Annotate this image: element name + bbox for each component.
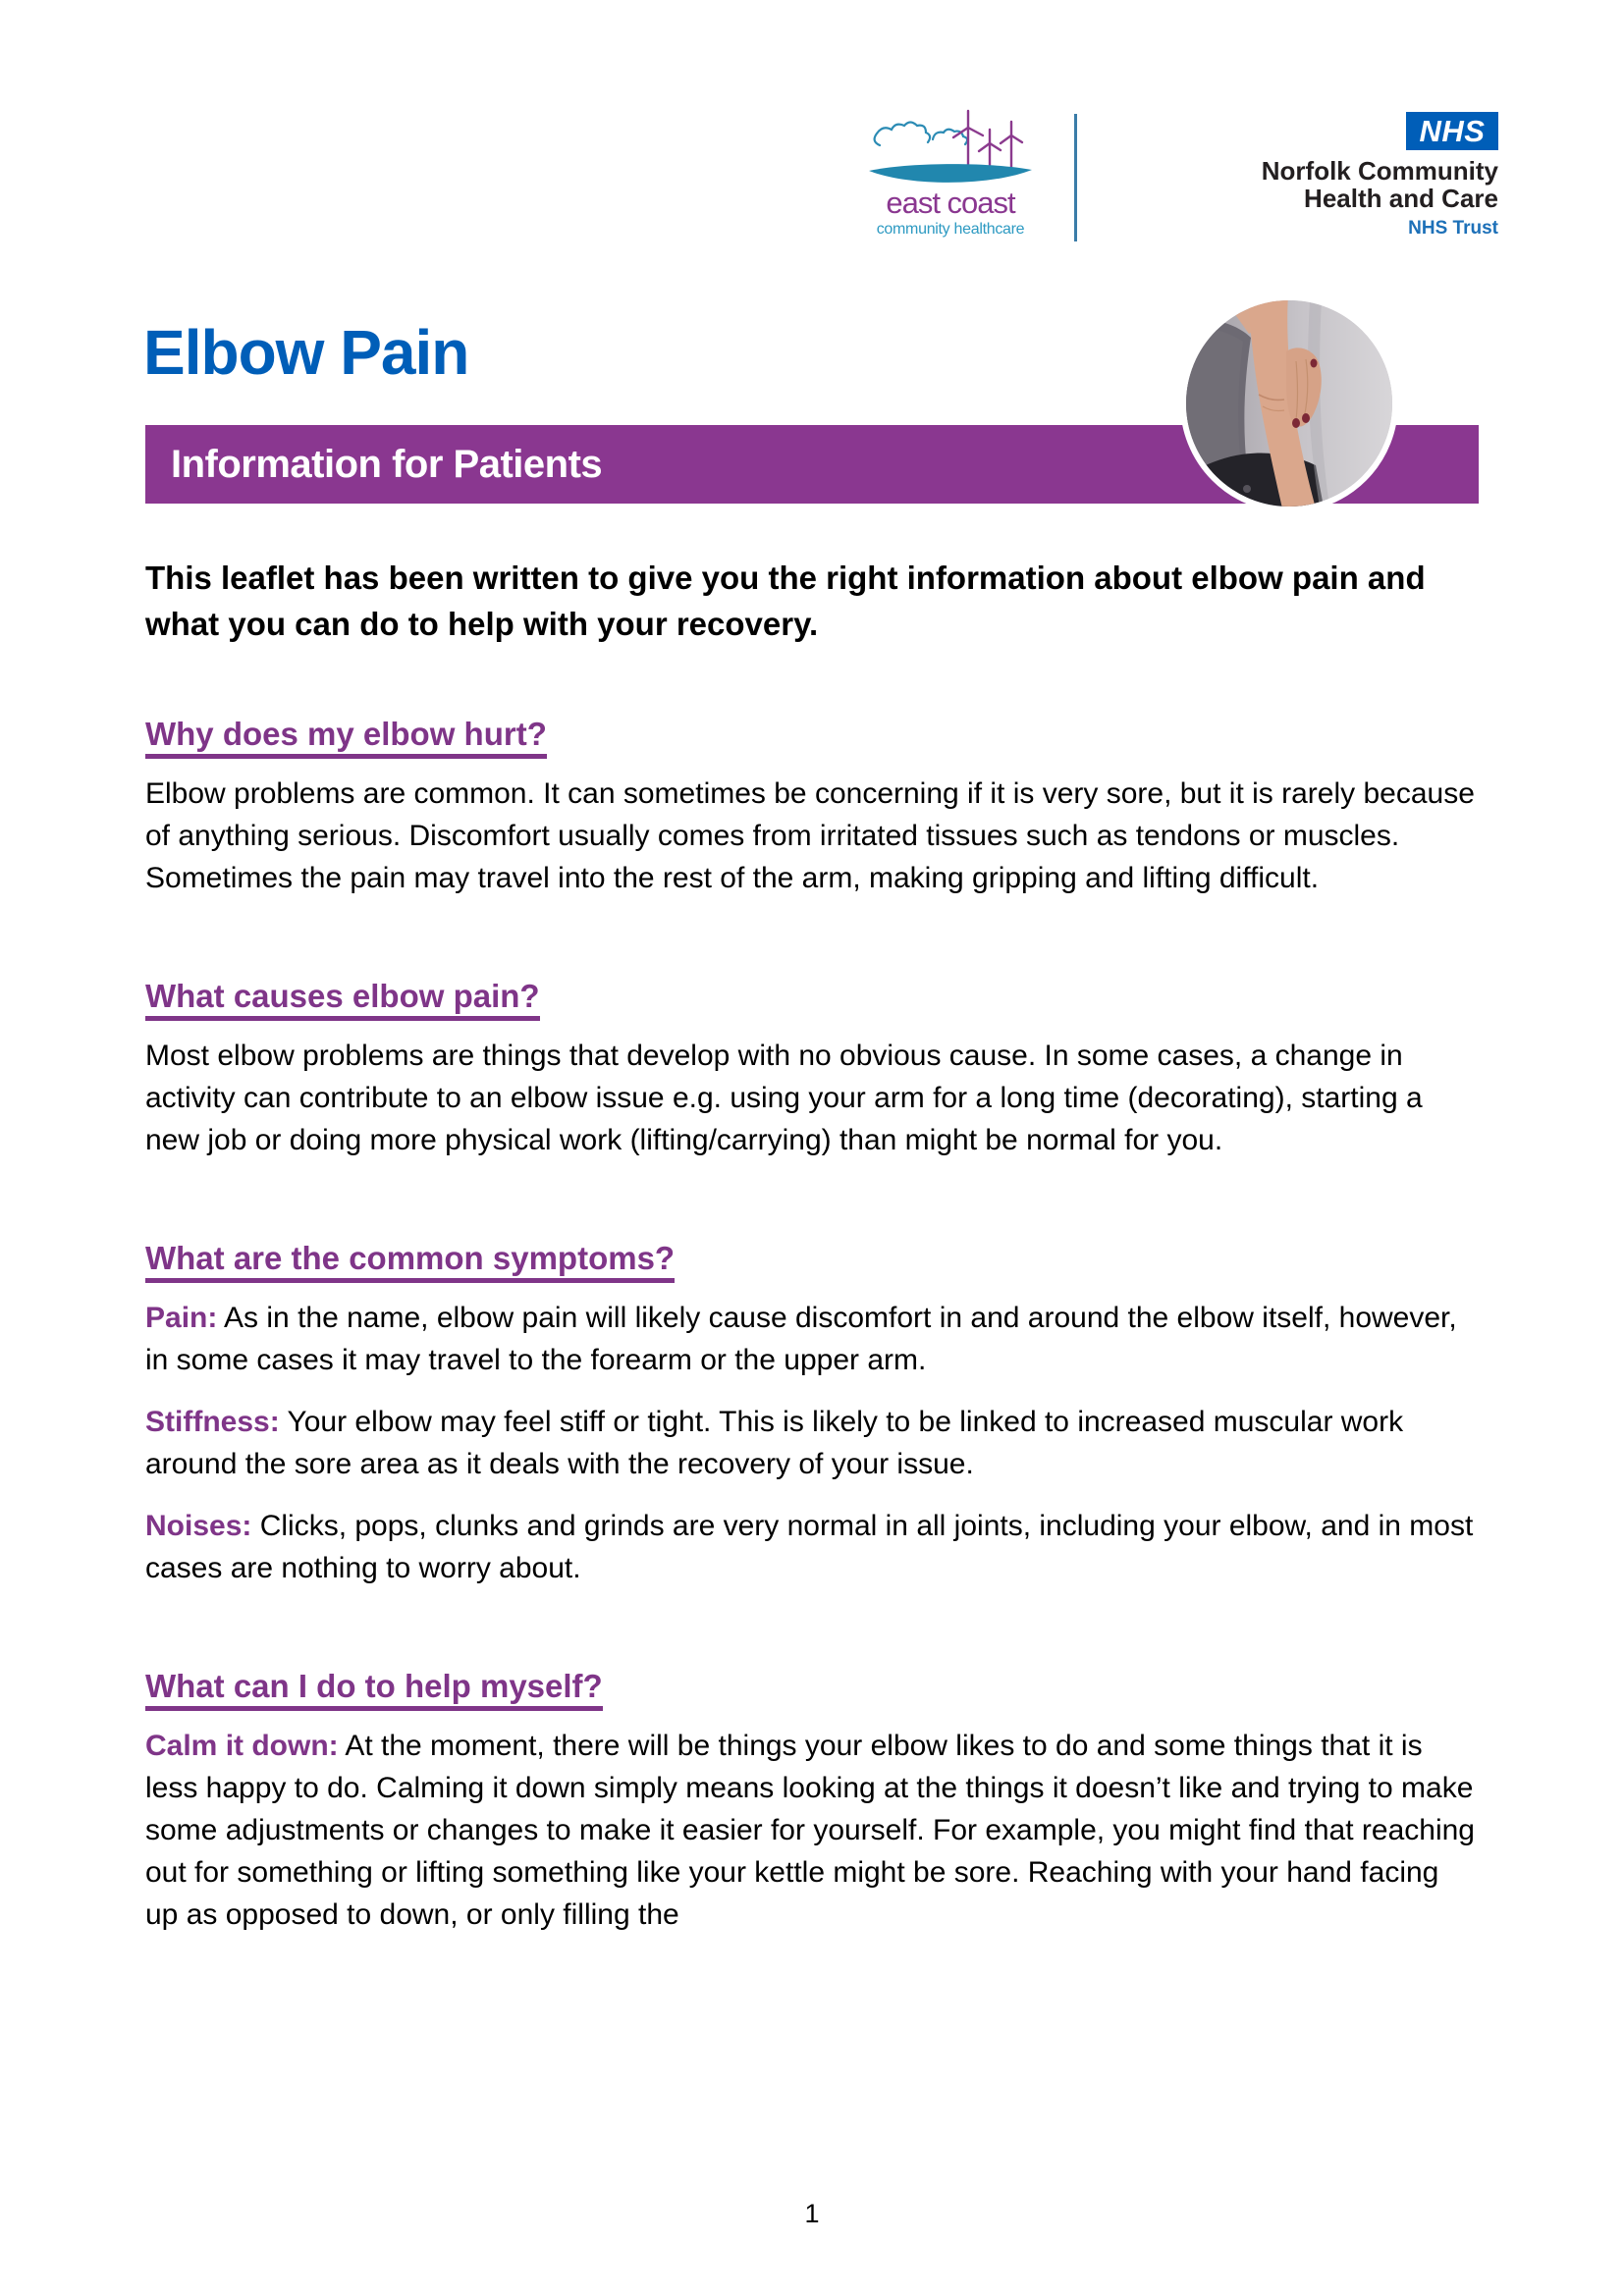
page-title: Elbow Pain: [143, 317, 469, 388]
paragraph-lead: Pain:: [145, 1302, 218, 1334]
sea-swoosh-icon: [869, 164, 1032, 183]
section-paragraph-noises: Noises: Clicks, pops, clunks and grinds are very normal in all joints, including your elbow, and in most cases are nothing to worry about.: [145, 1510, 1474, 1584]
nhs-org-name-line2: Health and Care: [1304, 184, 1498, 213]
wind-turbines-icon: [953, 111, 1022, 170]
nhs-trust-descriptor: NHS Trust: [1408, 218, 1498, 239]
info-banner-label: Information for Patients: [171, 442, 603, 486]
section-what-causes-elbow-pain: [145, 976, 1479, 1161]
intro-text: This leaflet has been written to give you the right information about elbow pain and what you can do to help with your recovery.: [145, 560, 1426, 642]
east-coast-logo-graphic: [864, 108, 1037, 190]
section-why-does-my-elbow-hurt: [145, 714, 1479, 899]
section-heading: What causes elbow pain?: [145, 976, 1479, 1017]
east-coast-logo-name: east coast: [886, 186, 1015, 220]
section-paragraph-stiffness: Stiffness: Your elbow may feel stiff or tight. This is likely to be linked to increased muscular work around the sore area as it deals with the recovery of your issue.: [145, 1406, 1404, 1480]
logo-divider: [1074, 114, 1077, 241]
paragraph-lead: Noises:: [145, 1510, 252, 1542]
paragraph-lead: Stiffness:: [145, 1406, 280, 1438]
nhs-logo-lockup: [1086, 112, 1498, 239]
leaflet-content: [145, 555, 1479, 1936]
nhs-logo: NHS: [1406, 112, 1498, 150]
section-paragraph: Most elbow problems are things that develop with no obvious cause. In some cases, a change in activity can contribute to an elbow issue e.g. using your arm for a long time (decorating), starting a new job or doing more physical work (lifting/carrying) than might be normal for you.: [145, 1040, 1423, 1156]
clouds-icon: [875, 123, 967, 146]
section-paragraph-calm-it-down: Calm it down: At the moment, there will be things your elbow likes to do and some things that it is less happy to do. Calming it down simply means looking at the things it doesn’t like and trying to make some adjustments or changes to make it easier for yourself. For example, you might find that reaching out for something or lifting something like your kettle might be sore. Reaching with your hand facing up as opposed to down, or only filling the: [145, 1730, 1475, 1931]
page-number: 1: [804, 2199, 820, 2228]
section-paragraph-pain: Pain: As in the name, elbow pain will likely cause discomfort in and around the elbow itself, however, in some cases it may travel to the forearm or the upper arm.: [145, 1302, 1457, 1376]
section-heading: What are the common symptoms?: [145, 1238, 1479, 1279]
paragraph-lead: Calm it down:: [145, 1730, 339, 1762]
nhs-org-name-line1: Norfolk Community: [1261, 156, 1498, 186]
elbow-photo: [1180, 294, 1398, 512]
east-coast-logo: [864, 108, 1037, 239]
elbow-photo-graphic: [1186, 300, 1392, 507]
section-heading: What can I do to help myself?: [145, 1666, 1479, 1707]
east-coast-logo-subtitle: community healthcare: [876, 221, 1025, 238]
section-paragraph: Elbow problems are common. It can sometimes be concerning if it is very sore, but it is rarely because of anything serious. Discomfort usually comes from irritated tissues such as tendons or muscles. Sometimes the pain may travel into the rest of the arm, making gripping and lifting difficult.: [145, 777, 1475, 894]
section-common-symptoms: [145, 1238, 1479, 1589]
section-help-myself: [145, 1666, 1479, 1936]
section-heading: Why does my elbow hurt?: [145, 714, 1479, 755]
